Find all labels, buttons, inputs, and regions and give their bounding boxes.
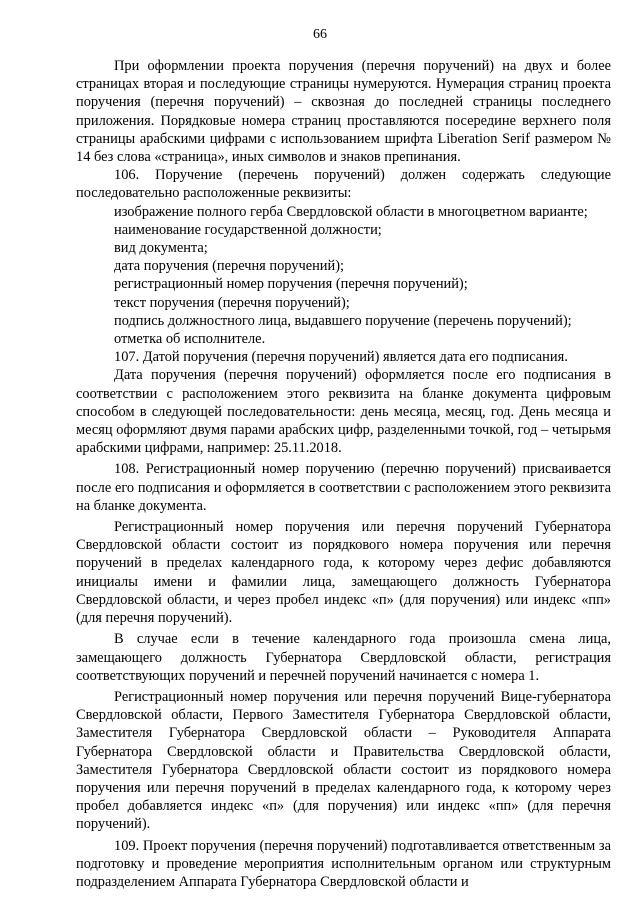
paragraph-106: 106. Поручение (перечень поручений) должен содержать следующие последовательно расположенные реквизиты: [76,167,611,202]
requisite-item: вид документа; [114,240,208,257]
paragraph-deputy-number: Регистрационный номер поручения или перечня поручений Вице-губернатора Свердловской области, Первого Заместителя Губернатора Свердловской области, Заместителя Губернатора Свердловской области – Руководителя Аппарата Губернатора Свердловской области и Правительства Свердловской области, Заместителя Губернатора Свердловской области состоит из порядкового номера поручения или перечня поручений в пределах календарного года, к которому через пробел добавляется индекс «п» (для поручения) или индекс «пп» (для перечня поручений). [76,688,611,833]
paragraph-109: 109. Проект поручения (перечня поручений) подготавливается ответственным за подготовку и проведение мероприятия исполнительным органом или структурным подразделением Аппарата Губернатора Свердловской области и [76,837,611,890]
paragraph-governor-number: Регистрационный номер поручения или перечня поручений Губернатора Свердловской области состоит из порядкового номера поручения или перечня поручений в пределах календарного года, к которому через дефис добавляются инициалы имени и фамилии лица, замещающего должность Губернатора Свердловской области, и через пробел индекс «п» (для поручения) или индекс «пп» (для перечня поручений). [76,519,611,627]
requisite-item: подпись должностного лица, выдавшего поручение (перечень поручений); [114,312,572,329]
paragraph-page-numbering: При оформлении проекта поручения (перечня поручений) на двух и более страницах вторая и последующие страницы нумеруются. Нумерация страниц проекта поручения (перечня поручений) – сквозная до последней страницы последнего приложения. Порядковые номера страниц проставляются посередине верхнего поля страницы арабскими цифрами с использованием шрифта Liberation Serif размером № 14 без слова «страница», иных символов и знаков препинания. [76,58,611,166]
page-number: 66 [313,27,327,42]
requisite-item: дата поручения (перечня поручений); [114,258,345,275]
paragraph-date-format: Дата поручения (перечня поручений) оформляется после его подписания в соответствии с расположением этого реквизита на бланке документа цифровым способом в следующей последовательности: день месяца, месяц, год. День месяца и месяц оформляют двумя парами арабских цифр, разделенными точкой, год – четырьмя арабскими цифрами, например: 25.11.2018. [76,367,611,457]
requisite-item: отметка об исполнителе. [114,331,266,348]
requisite-item: регистрационный номер поручения (перечня поручений); [114,276,468,293]
requisite-item: изображение полного герба Свердловской области в многоцветном варианте; [114,203,588,220]
document-body [76,57,611,891]
requisite-item: наименование государственной должности; [114,221,382,238]
paragraph-107: 107. Датой поручения (перечня поручений) является дата его подписания. [114,349,568,366]
paragraph-person-change: В случае если в течение календарного года произошла смена лица, замещающего должность Губернатора Свердловской области, регистрация соответствующих поручений и перечней поручений начинается с номера 1. [76,631,611,684]
requisite-item: текст поручения (перечня поручений); [114,294,350,311]
paragraph-108: 108. Регистрационный номер поручению (перечню поручений) присваивается после его подписания и оформляется в соответствии с расположением этого реквизита на бланке документа. [76,461,611,514]
